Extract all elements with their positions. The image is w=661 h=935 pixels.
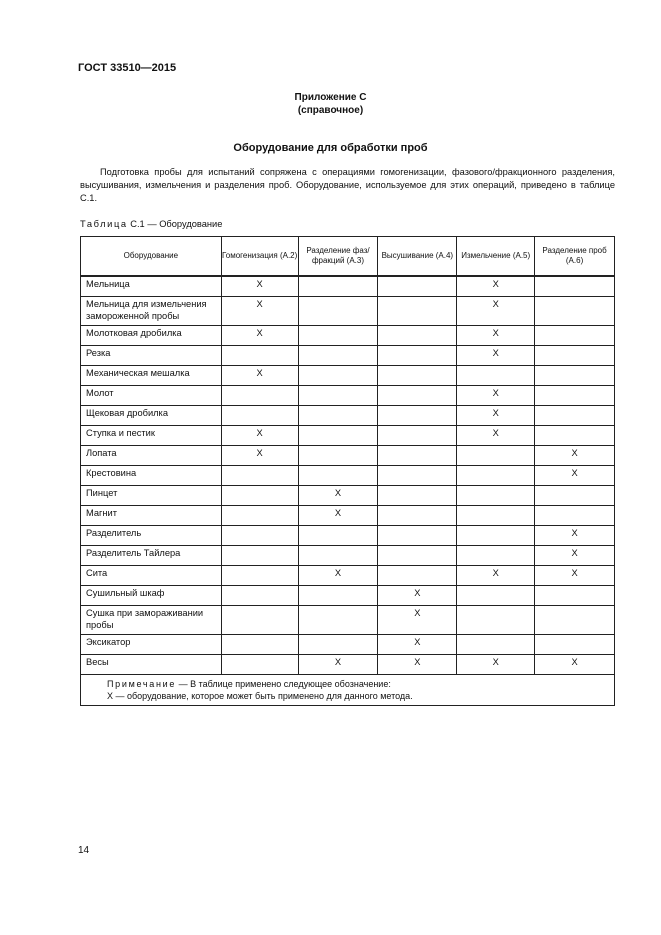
note-text: — В таблице применено следующее обозначение: xyxy=(178,678,391,689)
applicability-mark xyxy=(221,505,298,525)
applicability-mark xyxy=(221,585,298,605)
applicability-mark xyxy=(298,385,378,405)
equipment-name: Сита xyxy=(81,565,222,585)
equipment-name: Мельница xyxy=(81,276,222,296)
applicability-mark xyxy=(535,385,615,405)
applicability-mark xyxy=(457,485,535,505)
applicability-mark xyxy=(378,565,457,585)
table-row xyxy=(81,505,615,525)
applicability-mark: X xyxy=(535,565,615,585)
applicability-mark xyxy=(457,365,535,385)
applicability-mark xyxy=(457,585,535,605)
applicability-mark: X xyxy=(221,365,298,385)
applicability-mark xyxy=(221,485,298,505)
applicability-mark xyxy=(298,296,378,325)
applicability-mark xyxy=(457,445,535,465)
applicability-mark xyxy=(378,525,457,545)
applicability-mark xyxy=(457,545,535,565)
table-row xyxy=(81,585,615,605)
table-row xyxy=(81,385,615,405)
table-row xyxy=(81,325,615,345)
header-sample-division: Разделение проб (А.6) xyxy=(535,237,615,277)
table-caption-number: С.1 xyxy=(130,219,145,229)
applicability-mark: X xyxy=(457,276,535,296)
applicability-mark xyxy=(298,405,378,425)
table-row xyxy=(81,405,615,425)
applicability-mark xyxy=(298,425,378,445)
table-row xyxy=(81,365,615,385)
applicability-mark xyxy=(457,634,535,654)
table-row xyxy=(81,276,615,296)
applicability-mark xyxy=(221,565,298,585)
table-caption-title: — Оборудование xyxy=(147,219,223,229)
applicability-mark: X xyxy=(457,405,535,425)
table-row xyxy=(81,445,615,465)
table-row xyxy=(81,296,615,325)
applicability-mark: X xyxy=(221,325,298,345)
applicability-mark xyxy=(378,545,457,565)
applicability-mark xyxy=(378,405,457,425)
applicability-mark: X xyxy=(298,565,378,585)
applicability-mark xyxy=(298,525,378,545)
applicability-mark xyxy=(378,485,457,505)
applicability-mark xyxy=(221,654,298,674)
applicability-mark: X xyxy=(535,654,615,674)
applicability-mark xyxy=(535,276,615,296)
equipment-name: Весы xyxy=(81,654,222,674)
table-note xyxy=(81,674,615,705)
applicability-mark: X xyxy=(457,325,535,345)
applicability-mark xyxy=(221,525,298,545)
applicability-mark: X xyxy=(378,605,457,634)
table-row xyxy=(81,654,615,674)
equipment-name: Эксикатор xyxy=(81,634,222,654)
applicability-mark xyxy=(298,585,378,605)
equipment-name: Мельница для измельчения замороженной пробы xyxy=(81,296,222,325)
table-row xyxy=(81,634,615,654)
table-row xyxy=(81,465,615,485)
applicability-mark xyxy=(535,405,615,425)
applicability-mark xyxy=(535,345,615,365)
applicability-mark xyxy=(298,605,378,634)
table-row xyxy=(81,565,615,585)
applicability-mark xyxy=(378,425,457,445)
applicability-mark: X xyxy=(457,565,535,585)
table-row xyxy=(81,485,615,505)
applicability-mark xyxy=(378,325,457,345)
table-row xyxy=(81,525,615,545)
equipment-name: Щековая дробилка xyxy=(81,405,222,425)
header-phase-separation: Разделение фаз/фракций (А.3) xyxy=(298,237,378,277)
equipment-name: Сушильный шкаф xyxy=(81,585,222,605)
applicability-mark: X xyxy=(457,345,535,365)
applicability-mark xyxy=(221,345,298,365)
applicability-mark: X xyxy=(535,525,615,545)
applicability-mark: X xyxy=(535,545,615,565)
applicability-mark: X xyxy=(457,385,535,405)
table-note-row xyxy=(81,674,615,705)
applicability-mark: X xyxy=(535,465,615,485)
equipment-name: Резка xyxy=(81,345,222,365)
applicability-mark: X xyxy=(221,296,298,325)
header-drying: Высушивание (А.4) xyxy=(378,237,457,277)
applicability-mark: X xyxy=(457,296,535,325)
equipment-name: Ступка и пестик xyxy=(81,425,222,445)
applicability-mark: X xyxy=(378,654,457,674)
applicability-mark xyxy=(378,345,457,365)
intro-paragraph: Подготовка пробы для испытаний сопряжена с операциями гомогенизации, фазового/фракционного разделения, высушивания, измельчения и разделения проб. Оборудование, используемое для этих операций, приведено в таблице С.1. xyxy=(80,167,615,203)
applicability-mark xyxy=(221,465,298,485)
equipment-name: Лопата xyxy=(81,445,222,465)
header-equipment: Оборудование xyxy=(81,237,222,277)
applicability-mark xyxy=(298,465,378,485)
applicability-mark xyxy=(221,634,298,654)
applicability-mark: X xyxy=(457,654,535,674)
applicability-mark: X xyxy=(221,276,298,296)
equipment-name: Разделитель Тайлера xyxy=(81,545,222,565)
applicability-mark xyxy=(457,525,535,545)
applicability-mark: X xyxy=(378,634,457,654)
applicability-mark xyxy=(378,505,457,525)
equipment-name: Пинцет xyxy=(81,485,222,505)
applicability-mark xyxy=(298,545,378,565)
page-number: 14 xyxy=(78,845,90,856)
applicability-mark xyxy=(221,405,298,425)
standard-code: ГОСТ 33510—2015 xyxy=(78,62,177,74)
applicability-mark: X xyxy=(298,505,378,525)
header-homogenization: Гомогенизация (А.2) xyxy=(221,237,298,277)
equipment-name: Разделитель xyxy=(81,525,222,545)
table-row xyxy=(81,345,615,365)
annex-title: Приложение С xyxy=(294,92,367,103)
applicability-mark xyxy=(535,425,615,445)
applicability-mark xyxy=(298,445,378,465)
applicability-mark xyxy=(535,485,615,505)
applicability-mark xyxy=(457,605,535,634)
equipment-name: Магнит xyxy=(81,505,222,525)
header-grinding: Измельчение (А.5) xyxy=(457,237,535,277)
equipment-name: Крестовина xyxy=(81,465,222,485)
table-caption-label: Таблица xyxy=(80,219,128,229)
section-title: Оборудование для обработки проб xyxy=(233,142,428,154)
applicability-mark xyxy=(378,365,457,385)
applicability-mark xyxy=(535,505,615,525)
applicability-mark: X xyxy=(457,425,535,445)
applicability-mark xyxy=(298,634,378,654)
applicability-mark xyxy=(221,545,298,565)
table-caption xyxy=(80,219,222,229)
table-row xyxy=(81,605,615,634)
applicability-mark xyxy=(378,445,457,465)
applicability-mark xyxy=(298,276,378,296)
equipment-name: Сушка при замораживании пробы xyxy=(81,605,222,634)
applicability-mark xyxy=(221,605,298,634)
annex-subtitle: (справочное) xyxy=(297,105,364,116)
equipment-name: Механическая мешалка xyxy=(81,365,222,385)
applicability-mark xyxy=(221,385,298,405)
applicability-mark xyxy=(378,465,457,485)
note-line2: Х — оборудование, которое может быть применено для данного метода. xyxy=(107,690,413,701)
applicability-mark: X xyxy=(221,445,298,465)
applicability-mark: X xyxy=(378,585,457,605)
equipment-name: Молот xyxy=(81,385,222,405)
applicability-mark xyxy=(535,634,615,654)
applicability-mark xyxy=(378,296,457,325)
note-label: Примечание xyxy=(107,678,177,689)
applicability-mark: X xyxy=(298,485,378,505)
applicability-mark: X xyxy=(298,654,378,674)
table-row xyxy=(81,425,615,445)
equipment-table xyxy=(80,236,615,706)
applicability-mark xyxy=(378,276,457,296)
equipment-name: Молотковая дробилка xyxy=(81,325,222,345)
table-row xyxy=(81,545,615,565)
applicability-mark xyxy=(535,585,615,605)
table-header-row xyxy=(81,237,615,277)
applicability-mark xyxy=(535,325,615,345)
applicability-mark xyxy=(457,505,535,525)
applicability-mark xyxy=(535,365,615,385)
applicability-mark xyxy=(298,345,378,365)
applicability-mark: X xyxy=(221,425,298,445)
applicability-mark xyxy=(535,605,615,634)
applicability-mark xyxy=(298,325,378,345)
table-body xyxy=(81,276,615,674)
applicability-mark xyxy=(298,365,378,385)
applicability-mark xyxy=(457,465,535,485)
annex-heading xyxy=(0,91,661,117)
applicability-mark xyxy=(378,385,457,405)
applicability-mark: X xyxy=(535,445,615,465)
applicability-mark xyxy=(535,296,615,325)
